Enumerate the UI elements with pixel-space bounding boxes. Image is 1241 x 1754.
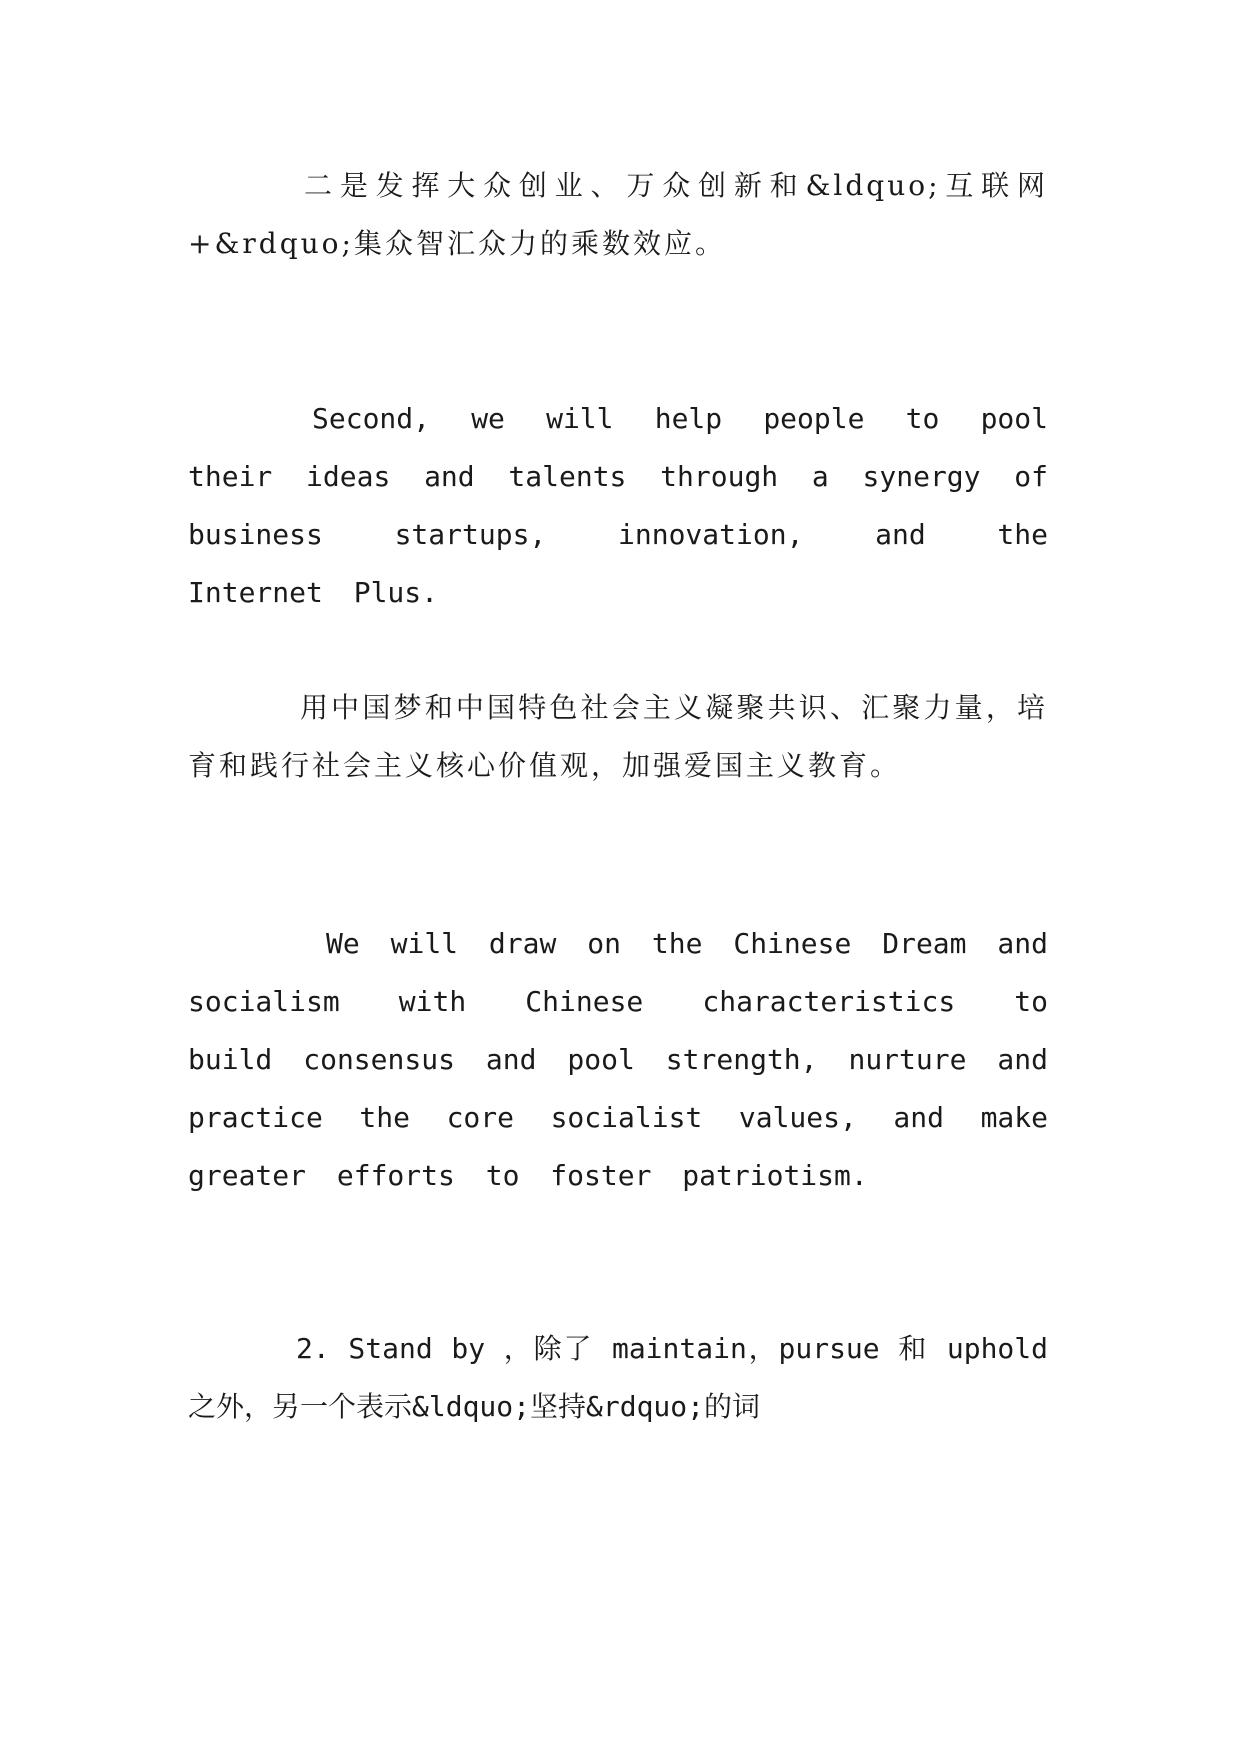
paragraph-chinese-1: 二是发挥大众创业、万众创新和&ldquo;互联网+&rdquo;集众智汇众力的乘数效应。 (188, 169, 1048, 260)
paragraph-english-1: Second, we will help people to pool their ideas and talents through a synergy of business startups, innovation, and the Internet Plus. (188, 402, 1048, 609)
paragraph-note-stand-by: 2. Stand by ，除了 maintain，pursue 和 uphold 之外，另一个表示&ldquo;坚持&rdquo;的词 (188, 1332, 1048, 1423)
paragraph-english-2: We will draw on the Chinese Dream and socialism with Chinese characteristics to build consensus and pool strength, nurture and practice the core socialist values, and make greater efforts to foster patriotism. (188, 927, 1048, 1192)
paragraph-chinese-2: 用中国梦和中国特色社会主义凝聚共识、汇聚力量，培育和践行社会主义核心价值观，加强爱国主义教育。 (188, 691, 1048, 782)
